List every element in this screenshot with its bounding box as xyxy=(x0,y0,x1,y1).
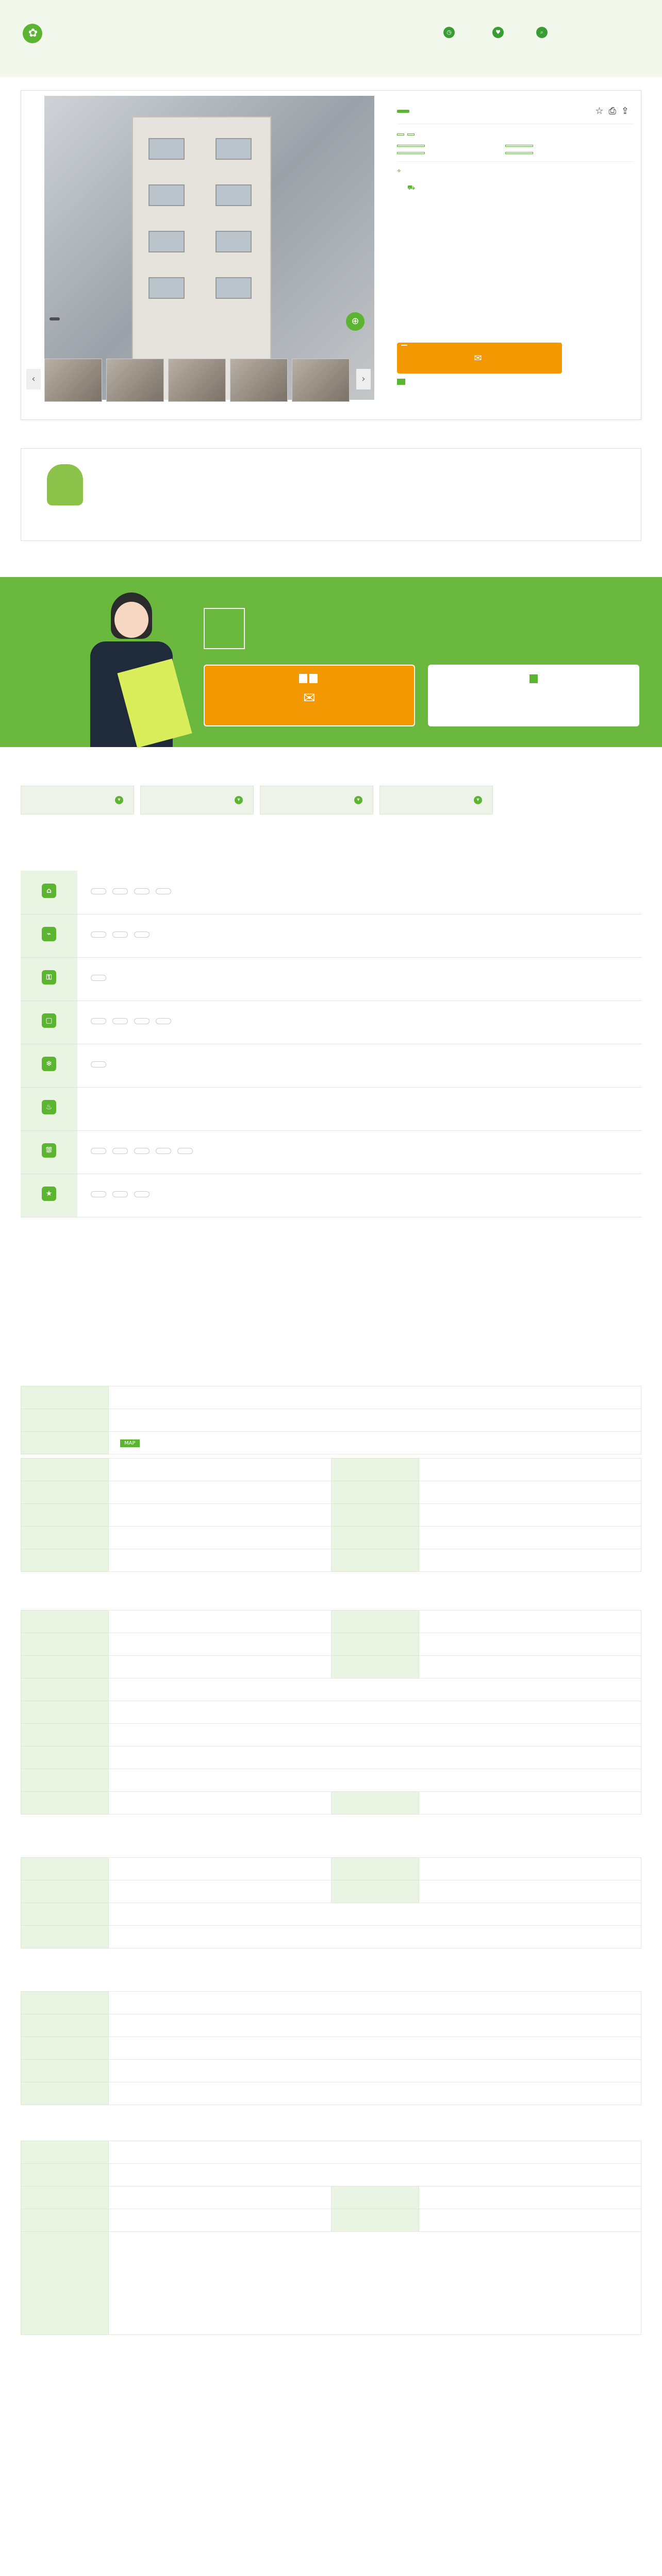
equipment-category xyxy=(21,957,77,1001)
section-tabs xyxy=(21,786,493,815)
note-table xyxy=(21,2231,641,2335)
heart-icon: ♥ xyxy=(492,27,504,38)
equipment-pill xyxy=(91,888,106,894)
equipment-pill xyxy=(112,888,128,894)
equipment-pill xyxy=(91,1018,106,1024)
photo-counter xyxy=(49,317,60,320)
note-text xyxy=(109,2232,641,2335)
direction-value xyxy=(536,152,598,154)
shop-phone-block xyxy=(397,379,416,385)
free-inquiry-button[interactable] xyxy=(204,665,415,726)
staff-photo xyxy=(82,592,180,747)
free-badge xyxy=(204,608,245,649)
feature-box xyxy=(21,448,641,541)
deposit-chip xyxy=(397,133,404,135)
equipment-category xyxy=(21,914,77,957)
equipment-items xyxy=(77,957,641,1001)
chevron-down-icon: ▾ xyxy=(115,796,123,804)
equipment-pill xyxy=(91,975,106,981)
contract-table-2 xyxy=(21,1903,641,1948)
thumbnail[interactable] xyxy=(106,359,164,402)
equipment-pill xyxy=(91,1061,106,1067)
thumbnail[interactable] xyxy=(230,359,288,402)
table-row xyxy=(21,1792,641,1815)
category-icon: ▢ xyxy=(42,1013,56,1028)
equipment-pill xyxy=(112,931,128,938)
building-photo xyxy=(132,116,271,400)
category-icon: ⌂ xyxy=(42,884,56,898)
tab-overview[interactable] xyxy=(140,786,254,815)
equipment-pill xyxy=(112,1191,128,1197)
id-table xyxy=(21,2186,641,2232)
table-row xyxy=(21,1633,641,1656)
floor-value xyxy=(428,152,505,154)
zoom-icon[interactable]: ⊕ xyxy=(346,312,365,331)
equipment-pill xyxy=(134,1018,150,1024)
table-row xyxy=(21,1747,641,1769)
equipment-pill xyxy=(156,888,171,894)
table-row xyxy=(21,2037,641,2060)
mail-icon: ✉ xyxy=(303,689,316,706)
equipment-category xyxy=(21,1087,77,1130)
tab-surroundings[interactable] xyxy=(260,786,373,815)
train-icon: ⛟ xyxy=(407,184,416,191)
equipment-items xyxy=(77,914,641,957)
table-row xyxy=(21,1459,641,1481)
site-header xyxy=(0,0,662,77)
area-value xyxy=(536,145,598,147)
equipment-items xyxy=(77,1044,641,1087)
type-table xyxy=(21,1386,641,1454)
equipment-items xyxy=(77,1001,641,1044)
table-row xyxy=(21,1527,641,1549)
category-icon: ⛆ xyxy=(42,1143,56,1158)
category-icon: ⌁ xyxy=(42,927,56,941)
fee-table xyxy=(21,1610,641,1679)
leaf-icon: ✿ xyxy=(23,24,42,43)
location-icon: ⌖ xyxy=(397,167,401,175)
contract-table xyxy=(21,1857,641,1903)
thumbnail[interactable] xyxy=(292,359,350,402)
equipment-pill xyxy=(91,1191,106,1197)
share-icon[interactable]: ⇪ xyxy=(621,106,634,116)
remarks-table xyxy=(21,2141,641,2187)
equipment-row xyxy=(21,1130,641,1174)
equipment-category xyxy=(21,1174,77,1217)
chevron-down-icon: ▾ xyxy=(474,796,482,804)
favorite-nav[interactable] xyxy=(492,27,504,41)
equipment-pill xyxy=(134,1148,150,1154)
tab-equipment[interactable] xyxy=(21,786,134,815)
equipment-items xyxy=(77,1130,641,1174)
key-money-chip xyxy=(407,133,415,135)
category-icon: ★ xyxy=(42,1187,56,1201)
equipment-category xyxy=(21,1001,77,1044)
table-row xyxy=(21,2082,641,2105)
equipment-pill xyxy=(91,1148,106,1154)
fee-table-2 xyxy=(21,1678,641,1792)
prev-arrow-icon[interactable]: ‹ xyxy=(26,369,41,389)
equipment-category xyxy=(21,1130,77,1174)
property-type-tag xyxy=(397,110,409,113)
fee-table-3 xyxy=(21,1791,641,1815)
equipment-table xyxy=(21,871,641,1217)
equipment-row xyxy=(21,1087,641,1130)
equipment-pill xyxy=(91,931,106,938)
thumbs-up-icon xyxy=(47,464,83,505)
saved-search-nav[interactable] xyxy=(536,27,548,41)
category-icon: ⚿ xyxy=(42,970,56,985)
equipment-row xyxy=(21,871,641,914)
search-icon: ⌕ xyxy=(536,27,548,38)
star-icon[interactable]: ☆ xyxy=(595,106,609,116)
equipment-row xyxy=(21,1044,641,1087)
table-row xyxy=(21,1701,641,1724)
equipment-pill xyxy=(177,1148,193,1154)
table-row xyxy=(21,1880,641,1903)
equipment-items xyxy=(77,871,641,914)
table-row xyxy=(21,1926,641,1948)
category-icon: ♨ xyxy=(42,1100,56,1114)
equipment-pill xyxy=(156,1018,171,1024)
point-badge xyxy=(42,464,88,526)
table-row xyxy=(21,1992,641,2014)
equipment-pill xyxy=(134,1191,150,1197)
building-table xyxy=(21,1458,641,1572)
tab-shop[interactable] xyxy=(379,786,493,815)
table-row xyxy=(21,2141,641,2164)
table-row xyxy=(21,1481,641,1504)
equipment-row xyxy=(21,957,641,1001)
thumbnail-strip xyxy=(44,359,350,402)
main-photo[interactable] xyxy=(44,96,374,400)
layout-value xyxy=(428,145,505,147)
table-row xyxy=(21,1724,641,1747)
equipment-pill xyxy=(156,1148,171,1154)
next-arrow-icon[interactable]: › xyxy=(356,369,371,389)
thumbnail[interactable] xyxy=(168,359,226,402)
table-row xyxy=(21,1504,641,1527)
equipment-items xyxy=(77,1174,641,1217)
table-row xyxy=(21,2060,641,2082)
equipment-category xyxy=(21,1044,77,1087)
equipment-items xyxy=(77,1087,641,1130)
table-row xyxy=(21,1549,641,1572)
chevron-down-icon: ▾ xyxy=(354,796,362,804)
inquiry-button[interactable] xyxy=(397,343,562,374)
chevron-down-icon: ▾ xyxy=(235,796,243,804)
map-badge[interactable]: MAP xyxy=(120,1439,140,1447)
equipment-pill xyxy=(112,1148,128,1154)
equipment-pill xyxy=(112,1018,128,1024)
table-row xyxy=(21,1679,641,1701)
mail-icon: ✉ xyxy=(474,352,485,364)
tel-inquiry-box[interactable] xyxy=(428,665,639,726)
thumbnail[interactable] xyxy=(44,359,102,402)
table-row xyxy=(21,2187,641,2209)
equipment-category xyxy=(21,871,77,914)
table-row xyxy=(21,1903,641,1926)
table-row xyxy=(21,1656,641,1679)
parking-table xyxy=(21,1991,641,2105)
equipment-row xyxy=(21,914,641,957)
table-row xyxy=(21,1858,641,1880)
print-icon[interactable]: ⎙ xyxy=(608,106,621,116)
equipment-row xyxy=(21,1174,641,1217)
table-row xyxy=(21,1769,641,1792)
table-row xyxy=(21,1611,641,1633)
clock-icon: ◷ xyxy=(443,27,455,38)
site-logo[interactable] xyxy=(21,20,42,44)
equipment-pill xyxy=(134,931,150,938)
equipment-row xyxy=(21,1001,641,1044)
category-icon: ❄ xyxy=(42,1057,56,1071)
table-row xyxy=(21,2209,641,2232)
table-row xyxy=(21,2164,641,2187)
recent-nav[interactable] xyxy=(443,27,455,41)
table-row xyxy=(21,2014,641,2037)
property-info xyxy=(397,106,634,193)
equipment-pill xyxy=(134,888,150,894)
